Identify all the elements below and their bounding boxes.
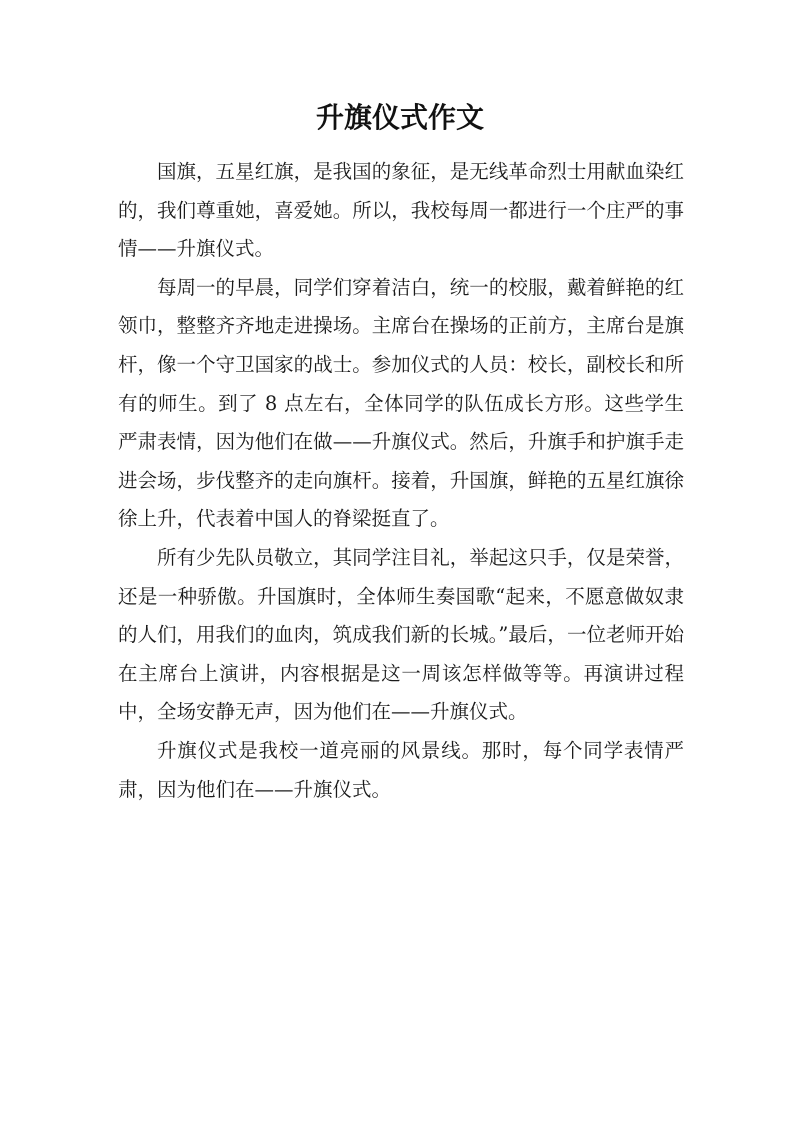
paragraph-1: 国旗，五星红旗，是我国的象征，是无线革命烈士用献血染红的，我们尊重她，喜爱她。所以，我校每周一都进行一个庄严的事情——升旗仪式。 xyxy=(118,160,684,261)
paragraph-3: 所有少先队员敬立，其同学注目礼，举起这只手，仅是荣誉，还是一种骄傲。升国旗时，全体师生奏国歌“起来，不愿意做奴隶的人们，用我们的血肉，筑成我们新的长城。”最后，一位老师开始在主席台上演讲，内容根据是这一周该怎样做等等。再演讲过程中，全场安静无声，因为他们在——升旗仪式。 xyxy=(118,545,684,724)
document-title: 升旗仪式作文 xyxy=(315,101,484,134)
essay-body xyxy=(118,153,684,809)
paragraph-4: 升旗仪式是我校一道亮丽的风景线。那时，每个同学表情严肃，因为他们在——升旗仪式。 xyxy=(118,738,684,801)
paragraph-2: 每周一的早晨，同学们穿着洁白，统一的校服，戴着鲜艳的红领巾，整整齐齐地走进操场。主席台在操场的正前方，主席台是旗杆，像一个守卫国家的战士。参加仪式的人员：校长，副校长和所有的师生。到了 8 点左右，全体同学的队伍成长方形。这些学生严肃表情，因为他们在做——升旗仪式。然后，升旗手和护旗手走进会场，步伐整齐的走向旗杆。接着，升国旗，鲜艳的五星红旗徐徐上升，代表着中国人的脊梁挺直了。 xyxy=(118,275,684,531)
